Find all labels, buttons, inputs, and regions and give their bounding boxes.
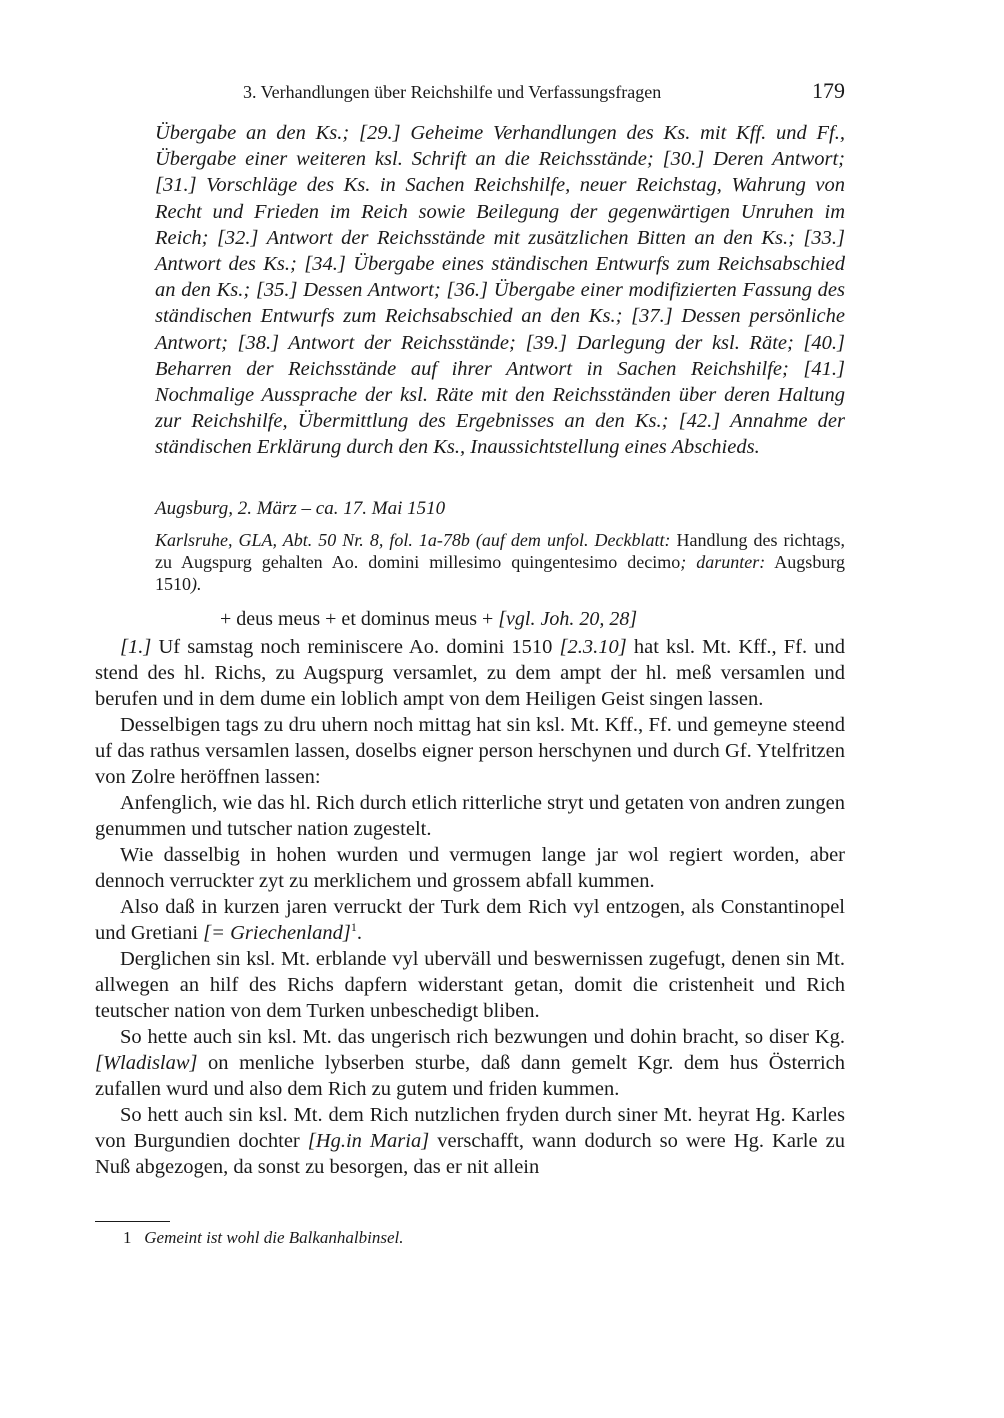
summary-abstract: Übergabe an den Ks.; [29.] Geheime Verhandlungen des Ks. mit Kff. und Ff., Übergabe einer weiteren ksl. Schrift an die Reichsstände; [30.] Deren Antwort; [31.] Vorschläge des Ks. in Sachen Reichshilfe, neuer Reichstag, Wahrung von Recht und Frieden im Reich sowie Beilegung der gegenwärtigen Unruhen im Reich; [32.] Antwort der Reichsstände mit zusätzlichen Bitten an den Ks.; [33.] Antwort des Ks.; [34.] Übergabe eines ständischen Entwurfs zum Reichsabschied an den Ks.; [35.] Dessen Antwort; [36.] Übergabe einer modifizierten Fassung des ständischen Entwurfs zum Reichsabschied an den Ks.; [37.] Dessen persönliche Antwort; [38.] Antwort der Reichsstände; [39.] Darlegung der ksl. Räte; [40.] Beharren der Reichsstände auf ihrer Antwort in Sachen Reichshilfe; [41.] Nochmalige Aussprache der ksl. Räte mit den Reichsständen über deren Haltung zur Reichshilfe, Übermittlung des Ergebnisses an den Ks.; [42.] Annahme der ständischen Erklärung durch den Ks., Inaussichtstellung eines Abschieds. [155,122,845,459]
text-run: hat ksl. Mt. Kff., Ff. und stend des hl. Richs, zu Augspurg versamlet, zu dem ampt der hl. meß versamlen und berufen und in dem dume ein loblich ampt von dem Heiligen Geist singen lassen. [95,636,845,710]
text-run: on menliche lybserben sturbe, daß dann gemelt Kgr. dem hus Österrich zufallen wurd und also dem Rich zu gutem und friden kummen. [95,1052,845,1100]
section-number: [1.] [120,636,152,658]
source-close: ). [191,574,202,594]
source-citation [155,529,845,595]
running-head: 3. Verhandlungen über Reichshilfe und Verfassungsfragen [243,82,662,102]
text-run: . [356,922,362,944]
text-run: So hett auch sin ksl. Mt. dem Rich nutzlichen fryden durch siner Mt. heyrat Hg. Karles von Burgundien dochter [95,1104,845,1152]
source-below-text: Augsburg 1510 [155,552,845,594]
footnote-text: Gemeint ist wohl die Balkanhalbinsel. [144,1228,404,1247]
footnote [123,1228,403,1248]
footnote-marker[interactable]: 1 [350,920,357,935]
text-run: So hette auch sin ksl. Mt. das ungerisch rich bezwungen und dohin bracht, so diser Kg. [120,1026,845,1048]
text-run: Also daß in kurzen jaren verruckt der Turk dem Rich vyl entzogen, als Constantinopel und Gretiani [95,896,845,944]
footnote-divider [95,1221,170,1222]
source-title: Handlung des richtags, zu Augspurg gehalten Ao. domini millesimo quingentesimo decimo [155,530,845,572]
editorial-annotation: [= Griechenland] [203,922,351,944]
paragraph-3: Anfenglich, wie das hl. Rich durch etlich ritterliche stryt und getaten von andren zungen genummen und tutscher nation zugestelt. [95,792,845,840]
invocation-text: + deus meus + et dominus meus + [220,608,499,630]
source-archive: Karlsruhe, GLA, Abt. 50 Nr. 8, fol. 1a-78b (auf dem unfol. Deckblatt: [155,530,671,550]
footnote-number: 1 [123,1228,132,1247]
paragraph-6: Derglichen sin ksl. Mt. erblande vyl uberväll und beswernissen zugefugt, denen sin Mt. allwegen an hilf des Richs dapfern widerstant getan, domit die cristenheit und Rich teutscher nation von dem Turken unbeschedigt bliben. [95,948,845,1022]
text-run: Uf samstag noch reminiscere Ao. domini 1510 [151,636,560,658]
paragraph-8 [95,1102,845,1180]
page-header [95,78,845,108]
paragraph-2: Desselbigen tags zu dru uhern noch mittag hat sin ksl. Mt. Kff., Ff. und gemeyne steend uf das rathus versamlen lassen, doselbs eigner person herschynen und durch Gf. Ytelfritzen von Zolre heröffnen lassen: [95,714,845,788]
paragraph-7 [95,1024,845,1102]
main-text [95,634,845,1180]
editorial-annotation: [Wladislaw] [95,1052,198,1074]
page-number: 179 [812,78,845,103]
invocation-reference: [vgl. Joh. 20, 28] [498,608,638,630]
paragraph-4: Wie dasselbig in hohen wurden und vermugen lange jar wol regiert worden, aber dennoch verruckter zyt zu merklichem und grossem abfall kummen. [95,844,845,892]
text-run: verschafft, wann dodurch so were Hg. Karle zu Nuß abgezogen, da sonst zu besorgen, das er nit allein [95,1130,845,1178]
invocation-line [220,608,637,631]
paragraph-1 [95,634,845,712]
editorial-annotation: [Hg.in Maria] [307,1130,430,1152]
date-annotation: [2.3.10] [559,636,627,658]
source-below-label: ; darunter: [680,552,766,572]
paragraph-5 [95,894,845,946]
document-date: Augsburg, 2. März – ca. 17. Mai 1510 [155,498,446,519]
